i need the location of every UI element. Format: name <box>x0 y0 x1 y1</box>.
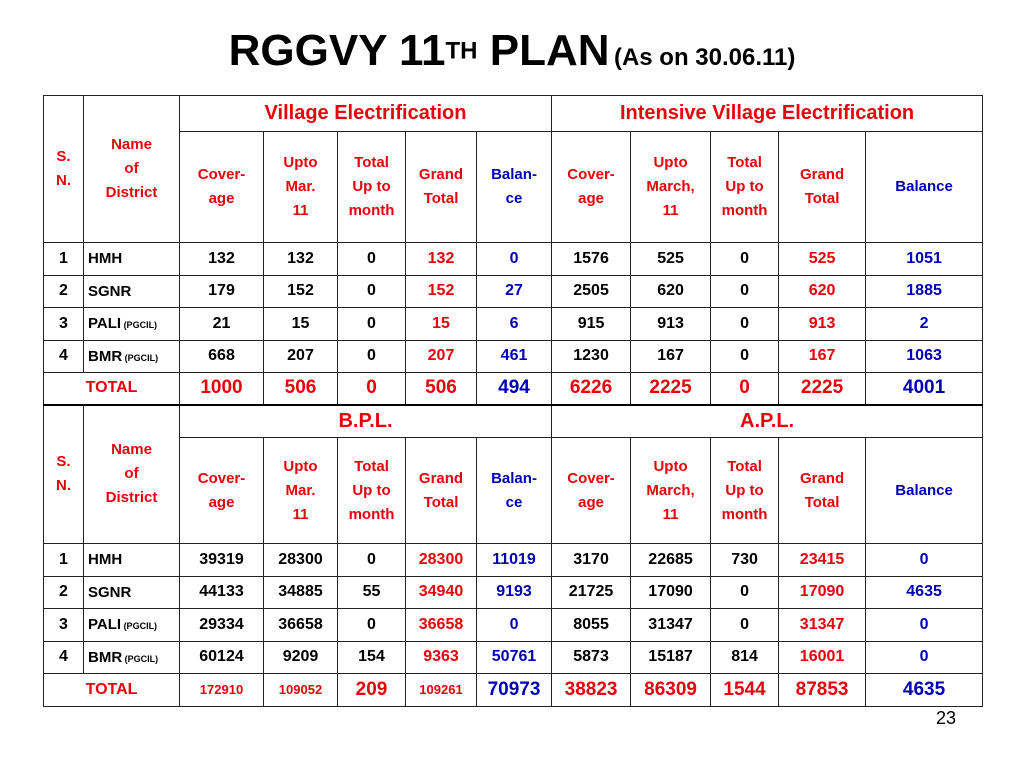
column-header: Cover- age <box>180 438 264 544</box>
value-cell: 23415 <box>779 544 866 577</box>
value-cell: 0 <box>338 275 406 308</box>
total-cell: 109052 <box>264 674 338 707</box>
value-cell: 915 <box>552 308 631 341</box>
value-cell: 730 <box>711 544 779 577</box>
total-label: TOTAL <box>44 674 180 707</box>
district-cell: PALI (PGCIL) <box>84 308 180 341</box>
value-cell: 1885 <box>866 275 983 308</box>
value-cell: 28300 <box>406 544 477 577</box>
value-cell: 60124 <box>180 641 264 674</box>
total-cell: 6226 <box>552 373 631 405</box>
district-cell: HMH <box>84 544 180 577</box>
column-header: Cover- age <box>180 132 264 243</box>
value-cell: 620 <box>631 275 711 308</box>
value-cell: 9363 <box>406 641 477 674</box>
value-cell: 525 <box>779 243 866 276</box>
column-header: Balan- ce <box>477 132 552 243</box>
district-tag: (PGCIL) <box>121 621 158 632</box>
district-cell: BMR (PGCIL) <box>84 641 180 674</box>
value-cell: 0 <box>477 243 552 276</box>
value-cell: 44133 <box>180 576 264 609</box>
total-cell: 38823 <box>552 674 631 707</box>
district-header: Name of District <box>84 96 180 243</box>
table-row <box>44 641 983 674</box>
total-cell: 209 <box>338 674 406 707</box>
value-cell: 1576 <box>552 243 631 276</box>
table-row <box>44 308 983 341</box>
value-cell: 2505 <box>552 275 631 308</box>
value-cell: 15 <box>264 308 338 341</box>
value-cell: 31347 <box>631 609 711 642</box>
column-header: Total Up to month <box>338 132 406 243</box>
total-cell: 172910 <box>180 674 264 707</box>
page-title <box>0 26 1024 76</box>
value-cell: 8055 <box>552 609 631 642</box>
value-cell: 34885 <box>264 576 338 609</box>
total-cell: 2225 <box>779 373 866 405</box>
value-cell: 15 <box>406 308 477 341</box>
column-header: Upto March, 11 <box>631 438 711 544</box>
total-label: TOTAL <box>44 373 180 405</box>
value-cell: 4635 <box>866 576 983 609</box>
value-cell: 132 <box>406 243 477 276</box>
value-cell: 668 <box>180 340 264 373</box>
column-header: Total Up to month <box>711 132 779 243</box>
sn-cell: 3 <box>44 609 84 642</box>
value-cell: 5873 <box>552 641 631 674</box>
total-cell: 506 <box>264 373 338 405</box>
title-main: RGGVY 11 <box>228 26 446 75</box>
column-header: Cover- age <box>552 438 631 544</box>
district-cell: SGNR <box>84 576 180 609</box>
district-cell: BMR (PGCIL) <box>84 340 180 373</box>
sn-cell: 2 <box>44 275 84 308</box>
value-cell: 0 <box>338 243 406 276</box>
value-cell: 0 <box>711 308 779 341</box>
title-plan: PLAN <box>477 26 610 75</box>
value-cell: 50761 <box>477 641 552 674</box>
table-row <box>44 340 983 373</box>
value-cell: 0 <box>338 340 406 373</box>
column-header-row <box>44 438 983 544</box>
value-cell: 16001 <box>779 641 866 674</box>
value-cell: 31347 <box>779 609 866 642</box>
value-cell: 28300 <box>264 544 338 577</box>
table-row <box>44 243 983 276</box>
value-cell: 34940 <box>406 576 477 609</box>
value-cell: 22685 <box>631 544 711 577</box>
column-header: Upto Mar. 11 <box>264 438 338 544</box>
value-cell: 461 <box>477 340 552 373</box>
value-cell: 21725 <box>552 576 631 609</box>
value-cell: 179 <box>180 275 264 308</box>
sn-cell: 1 <box>44 243 84 276</box>
district-cell: HMH <box>84 243 180 276</box>
value-cell: 0 <box>711 275 779 308</box>
value-cell: 207 <box>264 340 338 373</box>
column-header: Total Up to month <box>711 438 779 544</box>
value-cell: 0 <box>866 544 983 577</box>
total-row <box>44 373 983 405</box>
column-header-row <box>44 132 983 243</box>
value-cell: 152 <box>264 275 338 308</box>
value-cell: 167 <box>779 340 866 373</box>
value-cell: 0 <box>338 544 406 577</box>
total-cell: 506 <box>406 373 477 405</box>
value-cell: 132 <box>264 243 338 276</box>
total-cell: 109261 <box>406 674 477 707</box>
value-cell: 814 <box>711 641 779 674</box>
value-cell: 36658 <box>264 609 338 642</box>
total-cell: 494 <box>477 373 552 405</box>
sn-cell: 4 <box>44 641 84 674</box>
district-cell: SGNR <box>84 275 180 308</box>
section-header-row <box>44 405 983 438</box>
title-date: (As on 30.06.11) <box>613 44 796 71</box>
sn-cell: 4 <box>44 340 84 373</box>
column-header: Upto Mar. 11 <box>264 132 338 243</box>
sn-cell: 2 <box>44 576 84 609</box>
sn-cell: 1 <box>44 544 84 577</box>
rggvy-table <box>43 95 983 707</box>
sn-header: S. N. <box>44 96 84 243</box>
value-cell: 0 <box>477 609 552 642</box>
value-cell: 0 <box>338 308 406 341</box>
value-cell: 0 <box>866 609 983 642</box>
total-cell: 2225 <box>631 373 711 405</box>
value-cell: 1230 <box>552 340 631 373</box>
value-cell: 3170 <box>552 544 631 577</box>
value-cell: 29334 <box>180 609 264 642</box>
column-header: Balance <box>866 132 983 243</box>
column-header: Grand Total <box>779 132 866 243</box>
value-cell: 11019 <box>477 544 552 577</box>
table-row <box>44 576 983 609</box>
value-cell: 1063 <box>866 340 983 373</box>
total-cell: 4635 <box>866 674 983 707</box>
column-header: Cover- age <box>552 132 631 243</box>
value-cell: 15187 <box>631 641 711 674</box>
column-header: Upto March, 11 <box>631 132 711 243</box>
total-cell: 4001 <box>866 373 983 405</box>
value-cell: 0 <box>338 609 406 642</box>
column-header: Balan- ce <box>477 438 552 544</box>
value-cell: 167 <box>631 340 711 373</box>
value-cell: 207 <box>406 340 477 373</box>
total-cell: 1000 <box>180 373 264 405</box>
column-header: Grand Total <box>406 438 477 544</box>
section-title-left: Village Electrification <box>180 96 552 132</box>
sn-header: S. N. <box>44 405 84 544</box>
value-cell: 132 <box>180 243 264 276</box>
table-row <box>44 544 983 577</box>
total-cell: 0 <box>711 373 779 405</box>
total-row <box>44 674 983 707</box>
value-cell: 17090 <box>631 576 711 609</box>
sn-cell: 3 <box>44 308 84 341</box>
column-header: Balance <box>866 438 983 544</box>
value-cell: 17090 <box>779 576 866 609</box>
value-cell: 0 <box>711 609 779 642</box>
value-cell: 27 <box>477 275 552 308</box>
value-cell: 2 <box>866 308 983 341</box>
column-header: Total Up to month <box>338 438 406 544</box>
title-superscript: TH <box>445 37 478 65</box>
district-header: Name of District <box>84 405 180 544</box>
total-cell: 0 <box>338 373 406 405</box>
section-title-right: A.P.L. <box>552 405 983 438</box>
total-cell: 87853 <box>779 674 866 707</box>
value-cell: 0 <box>866 641 983 674</box>
total-cell: 1544 <box>711 674 779 707</box>
value-cell: 36658 <box>406 609 477 642</box>
district-tag: (PGCIL) <box>121 320 158 331</box>
section-title-left: B.P.L. <box>180 405 552 438</box>
district-tag: (PGCIL) <box>122 653 159 664</box>
total-cell: 86309 <box>631 674 711 707</box>
value-cell: 0 <box>711 243 779 276</box>
page-number: 23 <box>936 708 957 728</box>
value-cell: 6 <box>477 308 552 341</box>
table-row <box>44 275 983 308</box>
column-header: Grand Total <box>406 132 477 243</box>
value-cell: 525 <box>631 243 711 276</box>
value-cell: 913 <box>631 308 711 341</box>
value-cell: 152 <box>406 275 477 308</box>
value-cell: 0 <box>711 576 779 609</box>
total-cell: 70973 <box>477 674 552 707</box>
value-cell: 9209 <box>264 641 338 674</box>
column-header: Grand Total <box>779 438 866 544</box>
value-cell: 620 <box>779 275 866 308</box>
value-cell: 9193 <box>477 576 552 609</box>
value-cell: 1051 <box>866 243 983 276</box>
value-cell: 154 <box>338 641 406 674</box>
district-cell: PALI (PGCIL) <box>84 609 180 642</box>
value-cell: 0 <box>711 340 779 373</box>
value-cell: 55 <box>338 576 406 609</box>
table-row <box>44 609 983 642</box>
value-cell: 21 <box>180 308 264 341</box>
value-cell: 39319 <box>180 544 264 577</box>
district-tag: (PGCIL) <box>122 352 159 363</box>
value-cell: 913 <box>779 308 866 341</box>
section-title-right: Intensive Village Electrification <box>552 96 983 132</box>
section-header-row <box>44 96 983 132</box>
